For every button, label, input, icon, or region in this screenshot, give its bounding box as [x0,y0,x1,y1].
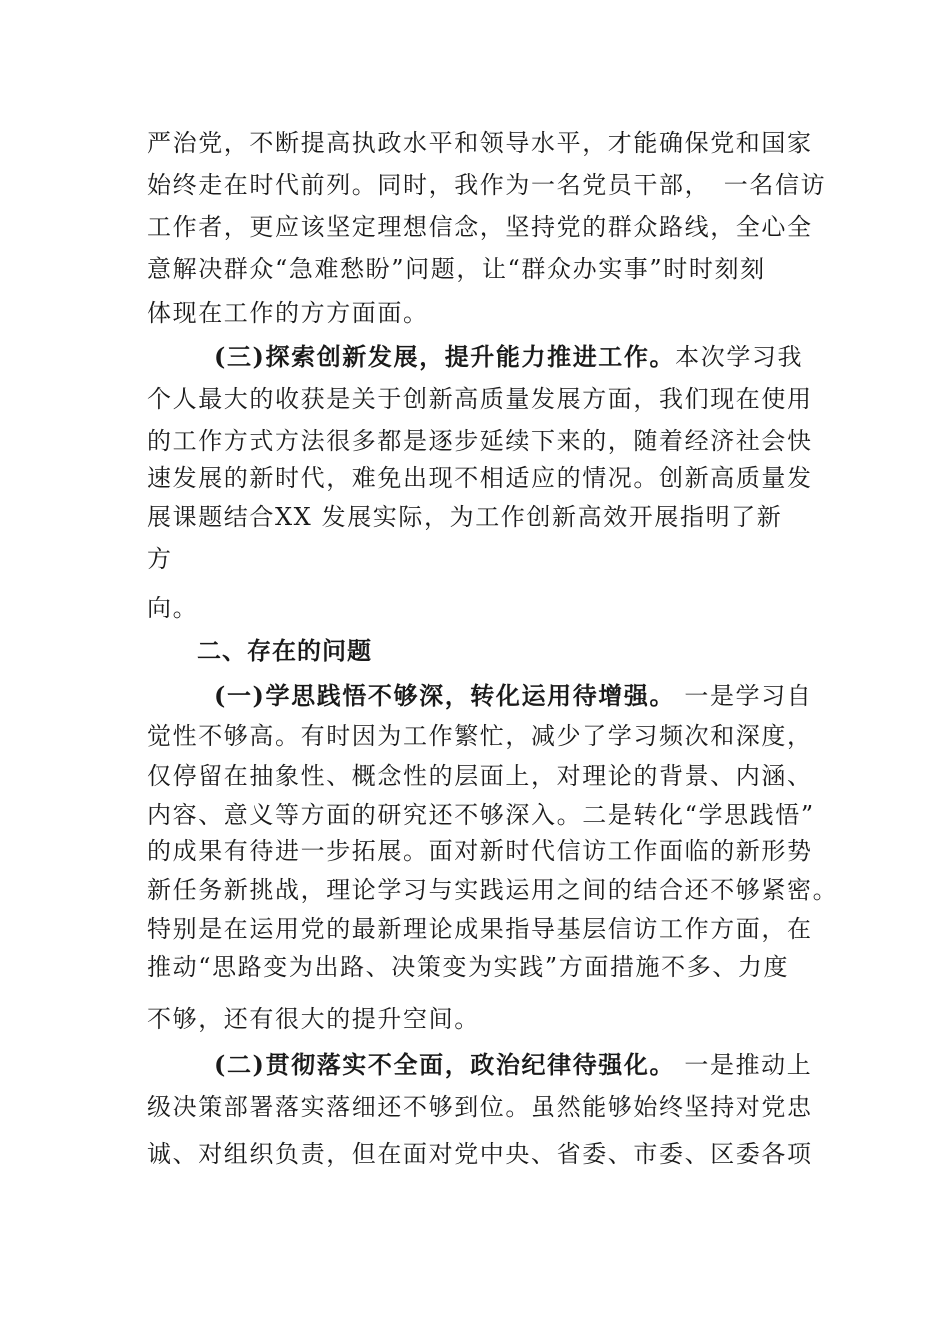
paragraph-subheading-3 [214,341,807,373]
body-text-line: 内容、意义等方面的研究还不够深入。二是转化“学思践悟” [147,801,815,829]
body-text-line: 诚、对组织负责，但在面对党中央、省委、市委、区委各项 [147,1140,813,1168]
body-text-line: 特别是在运用党的最新理论成果指导基层信访工作方面，在 [147,915,813,943]
section-heading: 二、存在的问题 [197,637,372,665]
body-text-line: 始终走在时代前列。同时，我作为一名党员干部， 一名信访 [147,171,827,199]
body-text-line: 的成果有待进一步拓展。面对新时代信访工作面临的新形势 [147,837,813,865]
body-text-line: 觉性不够高。有时因为工作繁忙，减少了学习频次和深度， [147,722,813,750]
body-text-line: 新任务新挑战，理论学习与实践运用之间的结合还不够紧密。 [147,876,839,904]
body-text-line: 方 [147,545,173,573]
body-text-line: 推动“思路变为出路、决策变为实践”方面措施不多、力度 [147,953,790,981]
body-text-line: 级决策部署落实落细还不够到位。虽然能够始终坚持对党忠 [147,1093,813,1121]
body-text-line: 意解决群众“急难愁盼”问题，让“群众办实事”时时刻刻 [147,255,766,283]
paragraph-subheading-1 [214,680,813,712]
body-text-line: 严治党，不断提高执政水平和领导水平，才能确保党和国家 [147,129,813,157]
body-text-line: 体现在工作的方方面面。 [147,299,429,327]
subheading-title: (二)贯彻落实不全面，政治纪律待强化。 [214,1050,676,1079]
body-text-line: 向。 [147,594,199,622]
body-text-line: 展课题结合XX 发展实际，为工作创新高效开展指明了新 [147,503,783,531]
subheading-body: 本次学习我 [675,343,804,371]
body-text-line: 的工作方式方法很多都是逐步延续下来的，随着经济社会快 [147,427,813,455]
body-text-line: 工作者，更应该坚定理想信念，坚持党的群众路线，全心全 [147,213,813,241]
subheading-body: 一是推动上 [675,1051,813,1079]
body-text-line: 速发展的新时代，难免出现不相适应的情况。创新高质量发 [147,464,813,492]
body-text-line: 个人最大的收获是关于创新高质量发展方面，我们现在使用 [147,385,813,413]
body-text-line: 不够，还有很大的提升空间。 [147,1005,480,1033]
paragraph-subheading-2 [214,1049,813,1081]
subheading-title: (三)探索创新发展，提升能力推进工作。 [214,342,676,371]
body-text-line: 仅停留在抽象性、概念性的层面上，对理论的背景、内涵、 [147,762,813,790]
subheading-body: 一是学习自 [675,682,813,710]
subheading-title: (一)学思践悟不够深，转化运用待增强。 [214,681,676,710]
